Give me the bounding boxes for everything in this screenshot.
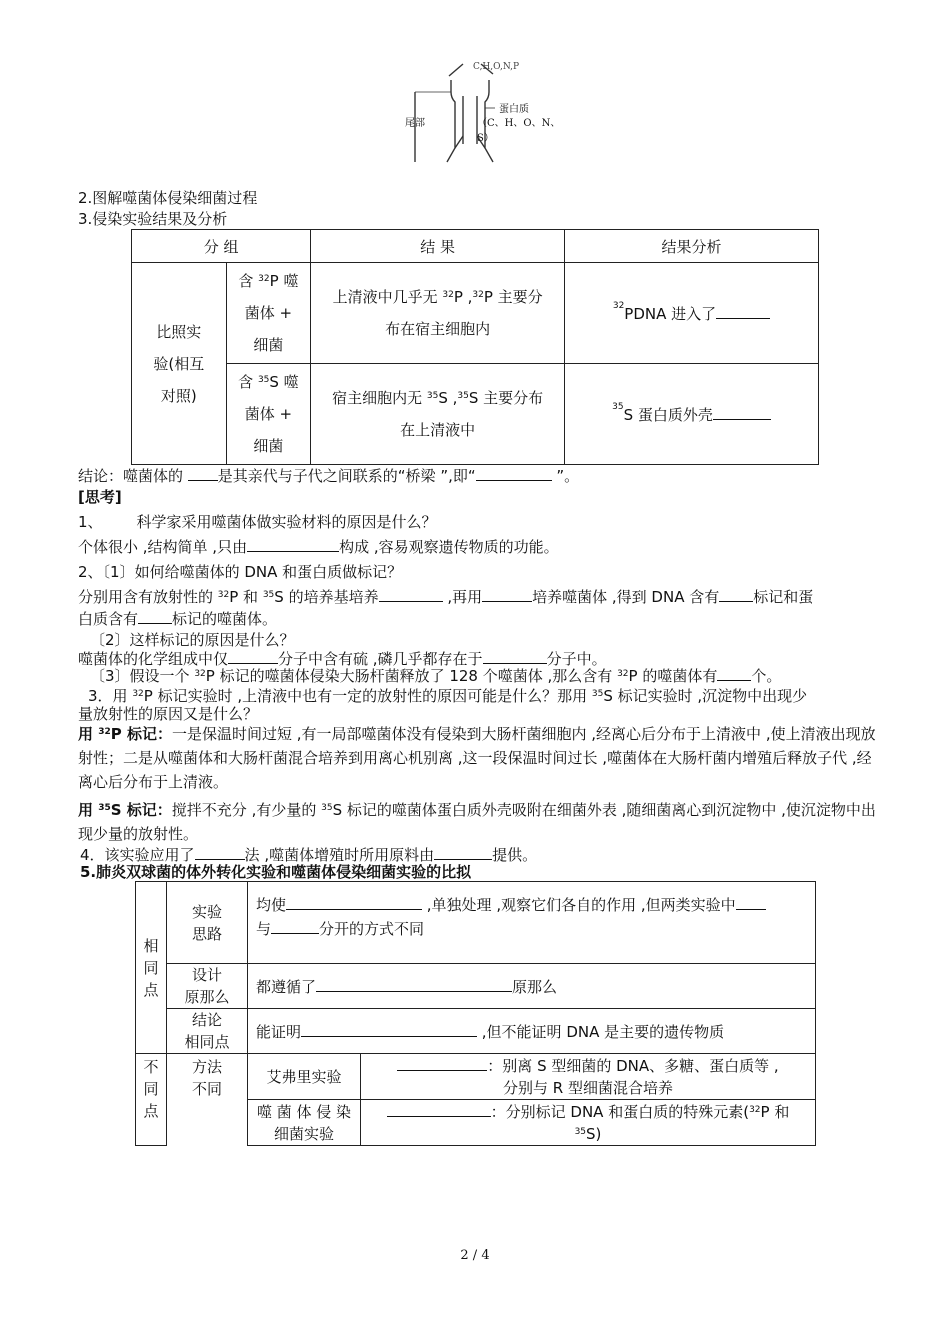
answer-blank[interactable] (247, 537, 339, 552)
answer-blank[interactable] (195, 845, 245, 860)
answer-blank[interactable] (301, 1022, 477, 1037)
result-p32-cell: 上清液中几乎无 $^{32}$P ,$^{32}$P 主要分 布在宿主细胞内 (311, 263, 565, 364)
answer-blank[interactable] (717, 666, 751, 681)
group-s35-cell: 含 $^{35}$S 噬 菌体 + 细菌 (226, 364, 311, 465)
idea-label: 实验 思路 (167, 882, 248, 964)
answer-2-line-2: 白质含有 标记的噬菌体。 (78, 610, 278, 628)
answer-3-p32: 用 $^{32}$P 标记：一是保温时间过短 ,有一局部噬菌体没有侵染到大肠杆菌细胞内 ,经离心后分布于上清液中 ,使上清液出现放射性；二是从噬菌体和大肠杆菌混合培养到用离心机别离 ,这一段保温时间过长 ,噬菌体在大肠杆菌内增殖后释放子代 ,经离心后分布于上清液。 (78, 725, 876, 791)
result-s35-cell: 宿主细胞内无 $^{35}$S ,$^{35}$S 主要分布 在上清液中 (311, 364, 565, 465)
group-label-line: 比照实 (156, 322, 202, 341)
method-label: 方法 不同 (167, 1054, 248, 1146)
answer-blank[interactable] (379, 587, 443, 602)
conclusion-line: 结论：噬菌体的 是其亲代与子代之间联系的“桥梁 ”,即“ ”。 (78, 467, 580, 485)
answer-1: 个体很小 ,结构简单 ,只由 构成 ,容易观察遗传物质的功能。 (78, 538, 559, 556)
answer-blank[interactable] (716, 304, 770, 319)
avery-label: 艾弗里实验 (248, 1054, 361, 1100)
answer-blank[interactable] (316, 977, 512, 992)
group-label-line: 验(相互 (153, 354, 205, 373)
figure-tail-label: 尾部 (405, 118, 425, 129)
question-1: 1、 科学家采用噬菌体做实验材料的原因是什么？ (78, 513, 437, 531)
answer-blank[interactable] (482, 587, 532, 602)
question-2c: 〔3〕假设一个 $^{32}$P 标记的噬菌体侵染大肠杆菌释放了 128 个噬菌体 ,那么含有 $^{32}$P 的噬菌体有 个。 (90, 667, 782, 685)
answer-blank[interactable] (138, 609, 172, 624)
group-p32-cell: 含 $^{32}$P 噬 菌体 + 细菌 (226, 263, 311, 364)
figure-top-label: C,H,O,N,P (473, 62, 520, 72)
answer-blank[interactable] (387, 1102, 491, 1117)
answer-blank[interactable] (713, 405, 771, 420)
same-points-label: 相 同 点 (136, 882, 167, 1054)
answer-blank[interactable] (228, 649, 278, 664)
phage-method-cell: ：分别标记 DNA 和蛋白质的特殊元素($^{32}$P 和 $^{35}$S) (361, 1100, 816, 1146)
question-2b: 〔2〕这样标记的原因是什么？ (90, 631, 295, 649)
answer-blank[interactable] (188, 466, 218, 481)
design-label: 设计 原那么 (167, 964, 248, 1009)
conclusion-cell: 能证明 ,但不能证明 DNA 是主要的遗传物质 (248, 1009, 816, 1054)
figure-protein-label: 蛋白质 (499, 104, 529, 115)
avery-method-cell: ：别离 S 型细菌的 DNA、多糖、蛋白质等 , 分别与 R 型细菌混合培养 (361, 1054, 816, 1100)
think-title: [思考] (78, 488, 122, 506)
answer-blank[interactable] (397, 1056, 487, 1071)
question-2: 2、〔1〕如何给噬菌体的 DNA 和蛋白质做标记？ (78, 563, 403, 581)
figure-protein-elements: （C、H、O、N、S） (477, 118, 561, 144)
section-5-title: 5.肺炎双球菌的体外转化实验和噬菌体侵染细菌实验的比拟 (80, 863, 472, 881)
answer-blank[interactable] (271, 919, 319, 934)
section-2-title: 2.图解噬菌体侵染细菌过程 (78, 189, 258, 207)
question-3-line-2: 量放射性的原因又是什么？ (78, 705, 259, 723)
question-4: 4．该实验应用了 法 ,噬菌体增殖时所用原料由 提供。 (80, 846, 538, 864)
answer-2-line-1: 分别用含有放射性的 $^{32}$P 和 $^{35}$S 的培养基培养 ,再用 培养噬菌体 ,得到 DNA 含有 标记和蛋 (78, 588, 814, 606)
phage-structure-figure (405, 62, 565, 166)
group-label-cell (132, 263, 227, 465)
infection-results-table (131, 229, 819, 465)
answer-blank[interactable] (719, 587, 753, 602)
page-number: 2 / 4 (460, 1248, 490, 1263)
phage-label: 噬 菌 体 侵 染 细菌实验 (248, 1100, 361, 1146)
answer-blank[interactable] (434, 845, 492, 860)
comparison-table (135, 881, 816, 1146)
question-3-line-1: 3．用 $^{32}$P 标记实验时 ,上清液中也有一定的放射性的原因可能是什么？那用 $^{35}$S 标记实验时 ,沉淀物中出现少 (88, 687, 808, 705)
header-analysis: 结果分析 (565, 230, 819, 263)
analysis-s35-cell: $^{35}$S 蛋白质外壳 (565, 364, 819, 465)
diff-points-label: 不 同 点 (136, 1054, 167, 1146)
conclusion-label: 结论 相同点 (167, 1009, 248, 1054)
design-cell: 都遵循了 原那么 (248, 964, 816, 1009)
answer-blank[interactable] (736, 895, 766, 910)
answer-blank[interactable] (483, 649, 547, 664)
group-label-line: 对照) (160, 386, 197, 405)
idea-cell: 均使 ,单独处理 ,观察它们各自的作用 ,但两类实验中 与 分开的方式不同 (248, 882, 816, 964)
header-group: 分 组 (132, 230, 311, 263)
analysis-p32-cell: $^{32}$PDNA 进入了 (565, 263, 819, 364)
answer-3-s35: 用 $^{35}$S 标记：搅拌不充分 ,有少量的 $^{35}$S 标记的噬菌体蛋白质外壳吸附在细菌外表 ,随细菌离心到沉淀物中 ,使沉淀物中出现少量的放射性。 (78, 801, 876, 843)
answer-2b: 噬菌体的化学组成中仅 分子中含有硫 ,磷几乎都存在于 分子中。 (78, 650, 607, 668)
answer-blank[interactable] (476, 466, 552, 481)
answer-blank[interactable] (286, 895, 422, 910)
section-3-title: 3.侵染实验结果及分析 (78, 210, 228, 228)
header-result: 结 果 (311, 230, 565, 263)
